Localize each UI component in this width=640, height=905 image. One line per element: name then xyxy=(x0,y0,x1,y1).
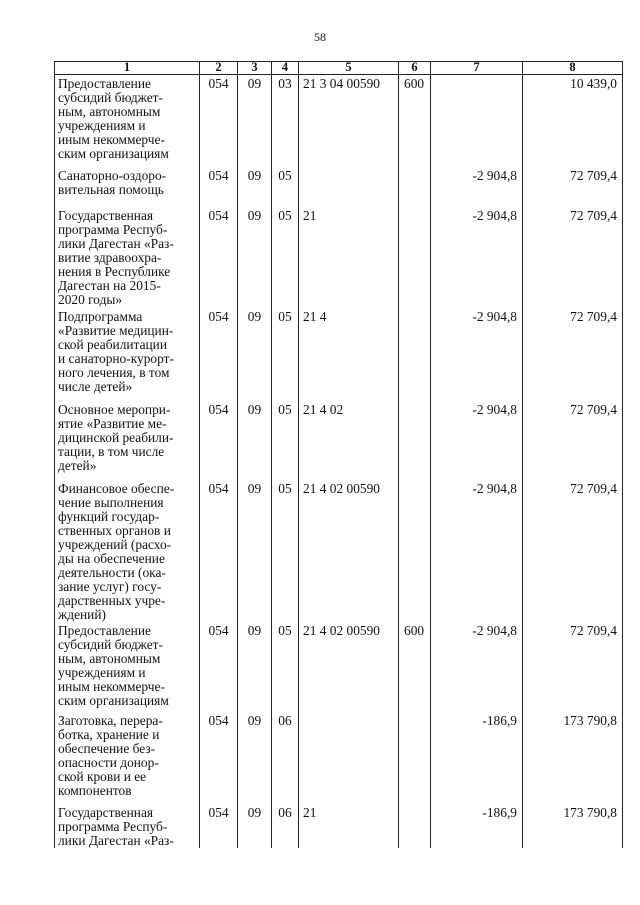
cell-name-line: субсидий бюджет- xyxy=(58,90,163,105)
cell-subsection-code: 05 xyxy=(272,308,299,401)
cell-name-line: опасности донор- xyxy=(58,754,159,770)
column-header-2: 2 xyxy=(200,62,238,75)
cell-name-line: Предоставление xyxy=(58,622,151,638)
cell-name-line: чение выполнения xyxy=(58,494,164,510)
cell-subsection-code: 05 xyxy=(272,401,299,480)
cell-ministry-code: 054 xyxy=(200,622,238,712)
cell-ministry-code: 054 xyxy=(200,480,238,622)
cell-name-line: ным, автономным xyxy=(58,104,161,119)
cell-name-line: компонентов xyxy=(58,782,132,798)
table-row xyxy=(55,622,623,712)
cell-change-amount: -2 904,8 xyxy=(431,622,523,712)
table-row xyxy=(55,401,623,480)
cell-name xyxy=(55,804,200,848)
cell-name xyxy=(55,480,200,622)
cell-expense-type: 600 xyxy=(399,75,431,167)
cell-subsection-code: 06 xyxy=(272,712,299,804)
cell-expense-type: 600 xyxy=(399,622,431,712)
table-body xyxy=(55,75,623,848)
cell-name-line: Предоставление xyxy=(58,76,151,91)
table-row xyxy=(55,207,623,308)
column-header-1: 1 xyxy=(55,62,200,75)
cell-section-code: 09 xyxy=(238,207,272,308)
cell-section-code: 09 xyxy=(238,622,272,712)
cell-name-line: и санаторно-курорт- xyxy=(58,350,174,366)
cell-name-line: ным, автономным xyxy=(58,650,161,666)
cell-ministry-code: 054 xyxy=(200,207,238,308)
cell-total-amount: 72 709,4 xyxy=(523,207,623,308)
cell-name-line: программа Респуб- xyxy=(58,818,168,834)
cell-name-line: Основное меропри- xyxy=(58,401,171,417)
cell-total-amount: 72 709,4 xyxy=(523,308,623,401)
cell-change-amount: -2 904,8 xyxy=(431,308,523,401)
cell-section-code: 09 xyxy=(238,401,272,480)
cell-target-article: 21 xyxy=(299,804,399,848)
cell-target-article: 21 4 02 00590 xyxy=(299,622,399,712)
page-number: 58 xyxy=(314,30,326,44)
cell-section-code: 09 xyxy=(238,75,272,167)
cell-target-article: 21 4 xyxy=(299,308,399,401)
cell-expense-type xyxy=(399,167,431,207)
cell-change-amount: -2 904,8 xyxy=(431,207,523,308)
cell-total-amount: 72 709,4 xyxy=(523,480,623,622)
cell-name-line: дицинской реабили- xyxy=(58,429,174,445)
cell-section-code: 09 xyxy=(238,480,272,622)
cell-ministry-code: 054 xyxy=(200,712,238,804)
cell-target-article: 21 3 04 00590 xyxy=(299,75,399,167)
cell-expense-type xyxy=(399,401,431,480)
cell-expense-type xyxy=(399,480,431,622)
cell-expense-type xyxy=(399,207,431,308)
cell-change-amount xyxy=(431,75,523,167)
column-header-6: 6 xyxy=(399,62,431,75)
cell-name-line: ятие «Развитие ме- xyxy=(58,415,167,431)
cell-target-article xyxy=(299,167,399,207)
cell-name-line: ским организациям xyxy=(58,146,169,161)
table-row xyxy=(55,167,623,207)
cell-ministry-code: 054 xyxy=(200,308,238,401)
cell-name-line: тации, в том числе xyxy=(58,443,165,459)
column-header-5: 5 xyxy=(299,62,399,75)
cell-name-line: 2020 годы» xyxy=(58,291,123,307)
cell-target-article: 21 xyxy=(299,207,399,308)
column-header-7: 7 xyxy=(431,62,523,75)
cell-name-line: «Развитие медицин- xyxy=(58,322,174,338)
cell-ministry-code: 054 xyxy=(200,75,238,167)
cell-expense-type xyxy=(399,308,431,401)
cell-name-line: иным некоммерче- xyxy=(58,132,165,147)
cell-name-line: функций государ- xyxy=(58,508,160,524)
cell-name xyxy=(55,167,200,207)
cell-total-amount: 10 439,0 xyxy=(523,75,623,167)
cell-name xyxy=(55,401,200,480)
cell-name-line: ской крови и ее xyxy=(58,768,147,784)
cell-subsection-code: 05 xyxy=(272,167,299,207)
cell-name-line: детей» xyxy=(58,457,97,473)
cell-total-amount: 72 709,4 xyxy=(523,622,623,712)
cell-name xyxy=(55,712,200,804)
cell-name-line: витие здравоохра- xyxy=(58,249,162,265)
cell-total-amount: 173 790,8 xyxy=(523,712,623,804)
cell-name xyxy=(55,308,200,401)
cell-name-line: Государственная xyxy=(58,804,154,820)
cell-total-amount: 72 709,4 xyxy=(523,167,623,207)
cell-subsection-code: 05 xyxy=(272,207,299,308)
cell-name-line: ской реабилитации xyxy=(58,336,168,352)
cell-change-amount: -2 904,8 xyxy=(431,480,523,622)
cell-name-line: учреждениям и xyxy=(58,118,146,133)
cell-name-line: нения в Республике xyxy=(58,263,171,279)
cell-name-line: субсидий бюджет- xyxy=(58,636,163,652)
column-header-8: 8 xyxy=(523,62,623,75)
cell-name-line: зание услуг) госу- xyxy=(58,578,162,594)
header-row xyxy=(55,62,623,75)
cell-name-line: учреждений (расхо- xyxy=(58,536,172,552)
table-row xyxy=(55,712,623,804)
cell-name-line: Санаторно-оздоро- xyxy=(58,167,167,183)
cell-name-line: обеспечение без- xyxy=(58,740,156,756)
cell-name-line: учреждениям и xyxy=(58,664,146,680)
cell-subsection-code: 06 xyxy=(272,804,299,848)
table-row xyxy=(55,480,623,622)
cell-target-article xyxy=(299,712,399,804)
cell-name-line: Финансовое обеспе- xyxy=(58,480,175,496)
cell-name-line: ботка, хранение и xyxy=(58,726,160,742)
cell-name-line: программа Респуб- xyxy=(58,221,168,237)
cell-expense-type xyxy=(399,804,431,848)
cell-ministry-code: 054 xyxy=(200,401,238,480)
cell-section-code: 09 xyxy=(238,167,272,207)
cell-name-line: вительная помощь xyxy=(58,181,164,197)
cell-name-line: дарственных учре- xyxy=(58,592,166,608)
cell-name-line: ственных органов и xyxy=(58,522,171,538)
cell-target-article: 21 4 02 00590 xyxy=(299,480,399,622)
cell-section-code: 09 xyxy=(238,308,272,401)
cell-name-line: лики Дагестан «Раз- xyxy=(58,832,174,848)
cell-name-line: Подпрограмма xyxy=(58,308,143,324)
cell-name-line: числе детей» xyxy=(58,378,133,394)
cell-change-amount: -186,9 xyxy=(431,804,523,848)
table-row xyxy=(55,308,623,401)
cell-change-amount: -186,9 xyxy=(431,712,523,804)
cell-target-article: 21 4 02 xyxy=(299,401,399,480)
cell-name xyxy=(55,622,200,712)
cell-total-amount: 173 790,8 xyxy=(523,804,623,848)
column-header-4: 4 xyxy=(272,62,299,75)
cell-name-line: Дагестан на 2015- xyxy=(58,277,161,293)
cell-subsection-code: 05 xyxy=(272,480,299,622)
cell-name xyxy=(55,75,200,167)
cell-section-code: 09 xyxy=(238,712,272,804)
cell-subsection-code: 05 xyxy=(272,622,299,712)
cell-name-line: ды на обеспечение xyxy=(58,550,165,566)
cell-name-line: ждений) xyxy=(58,606,106,622)
cell-name-line: Государственная xyxy=(58,207,154,223)
table-row xyxy=(55,804,623,848)
table-row xyxy=(55,75,623,167)
cell-section-code: 09 xyxy=(238,804,272,848)
cell-name-line: иным некоммерче- xyxy=(58,678,165,694)
cell-expense-type xyxy=(399,712,431,804)
cell-name-line: ским организациям xyxy=(58,692,169,708)
cell-ministry-code: 054 xyxy=(200,804,238,848)
cell-name-line: лики Дагестан «Раз- xyxy=(58,235,174,251)
cell-ministry-code: 054 xyxy=(200,167,238,207)
cell-change-amount: -2 904,8 xyxy=(431,167,523,207)
cell-total-amount: 72 709,4 xyxy=(523,401,623,480)
cell-subsection-code: 03 xyxy=(272,75,299,167)
cell-change-amount: -2 904,8 xyxy=(431,401,523,480)
column-header-3: 3 xyxy=(238,62,272,75)
cell-name-line: Заготовка, перера- xyxy=(58,712,163,728)
cell-name xyxy=(55,207,200,308)
cell-name-line: деятельности (ока- xyxy=(58,564,166,580)
budget-table xyxy=(54,61,623,848)
cell-name-line: ного лечения, в том xyxy=(58,364,170,380)
